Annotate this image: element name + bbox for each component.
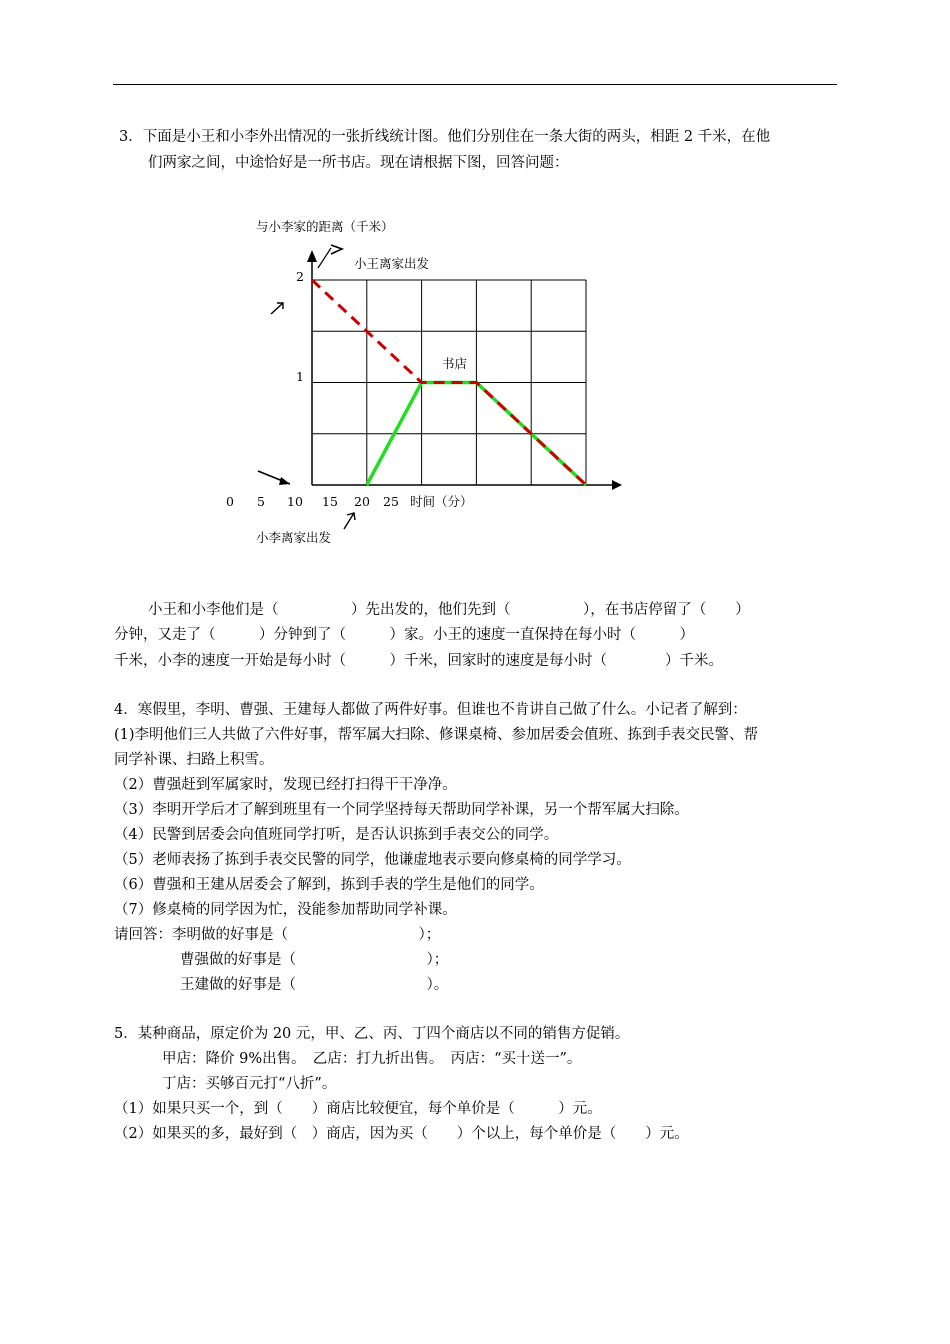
pointer-arrow-bottom-icon bbox=[344, 513, 354, 529]
q4-line-3: 同学补课、扫路上积雪。 bbox=[114, 752, 274, 768]
x-tick-15: 15 bbox=[322, 494, 338, 509]
x-axis-label: 时间（分） bbox=[410, 494, 473, 509]
q4-line-8: （6）曹强和王建从居委会了解到，拣到手表的学生是他们的同学。 bbox=[114, 877, 544, 893]
q3-answer-line-2: 分钟，又走了（ ）分钟到了（ ）家。小王的速度一直保持在每小时（ ） bbox=[114, 627, 694, 643]
bookstore-label: 书店 bbox=[442, 356, 468, 371]
x-tick-25: 25 bbox=[383, 494, 399, 509]
pointer-line-top bbox=[318, 248, 331, 268]
y-axis-label: 与小李家的距离（千米） bbox=[256, 219, 394, 234]
q5-line-2: 甲店：降价 9%出售。 乙店：打九折出售。 丙店：“买十送一”。 bbox=[162, 1051, 582, 1067]
pointer-arrow-icon bbox=[271, 303, 283, 314]
x-tick-5: 5 bbox=[257, 494, 265, 509]
q5-line-5: （2）如果买的多，最好到（ ）商店，因为买（ ）个以上，每个单价是（ ）元。 bbox=[114, 1126, 689, 1142]
chevron-right-icon bbox=[331, 245, 342, 254]
q4-line-9: （7）修桌椅的同学因为忙，没能参加帮助同学补课。 bbox=[114, 902, 457, 918]
q4-line-6: （4）民警到居委会向值班同学打听，是否认识拣到手表交公的同学。 bbox=[114, 827, 559, 843]
q4-answer-liming: 请回答：李明做的好事是（ ）； bbox=[114, 927, 441, 943]
q5-line-3: 丁店：买够百元打“八折”。 bbox=[162, 1076, 337, 1092]
q5-line-4: （1）如果只买一个，到（ ）商店比较便宜，每个单价是（ ）元。 bbox=[114, 1101, 602, 1117]
q4-line-5: （3）李明开学后才了解到班里有一个同学坚持每天帮助同学补课，另一个帮军属大扫除。 bbox=[114, 802, 689, 818]
y-tick-1: 1 bbox=[296, 369, 304, 384]
decorative-marks bbox=[258, 245, 355, 529]
q4-line-2: (1)李明他们三人共做了六件好事，帮军属大扫除、修课桌椅、参加居委会值班、拣到手表交民警、帮 bbox=[114, 727, 759, 743]
x-axis-arrow-icon bbox=[612, 480, 622, 490]
q3-answer-line-3: 千米，小李的速度一开始是每小时（ ）千米，回家时的速度是每小时（ ）千米。 bbox=[114, 653, 723, 669]
arrow-to-origin-head-icon bbox=[279, 477, 290, 485]
y-axis-arrow-icon bbox=[307, 250, 317, 262]
x-tick-0: 0 bbox=[226, 494, 234, 509]
q4-answer-caoqiang: 曹强做的好事是（ ）； bbox=[180, 952, 449, 968]
q3-line-2: 们两家之间，中途恰好是一所书店。现在请根据下图，回答问题： bbox=[148, 155, 569, 171]
x-tick-20: 20 bbox=[354, 494, 370, 509]
q4-line-4: （2）曹强赶到军属家时，发现已经打扫得干干净净。 bbox=[114, 777, 457, 793]
q3-answer-line-1: 小王和小李他们是（ ）先出发的，他们先到（ ），在书店停留了（ ） bbox=[148, 602, 750, 618]
q4-answer-wangjian: 王建做的好事是（ ）。 bbox=[180, 977, 449, 993]
li-start-label: 小李离家出发 bbox=[256, 530, 332, 545]
q5-line-1: 5．某种商品，原定价为 20 元，甲、乙、丙、丁四个商店以不同的销售方促销。 bbox=[114, 1026, 630, 1042]
y-tick-2: 2 bbox=[296, 269, 304, 284]
q4-line-7: （5）老师表扬了拣到手表交民警的同学，他谦虚地表示要向修桌椅的同学学习。 bbox=[114, 852, 631, 868]
wang-start-label: 小王离家出发 bbox=[354, 256, 430, 271]
x-tick-10: 10 bbox=[287, 494, 303, 509]
q4-line-1: 4．寒假里，李明、曹强、王建每人都做了两件好事。但谁也不肯讲自己做了什么。小记者了解到： bbox=[114, 702, 747, 718]
q3-line-1: 3．下面是小王和小李外出情况的一张折线统计图。他们分别住在一条大街的两头，相距 2 千米，在他 bbox=[119, 129, 771, 145]
